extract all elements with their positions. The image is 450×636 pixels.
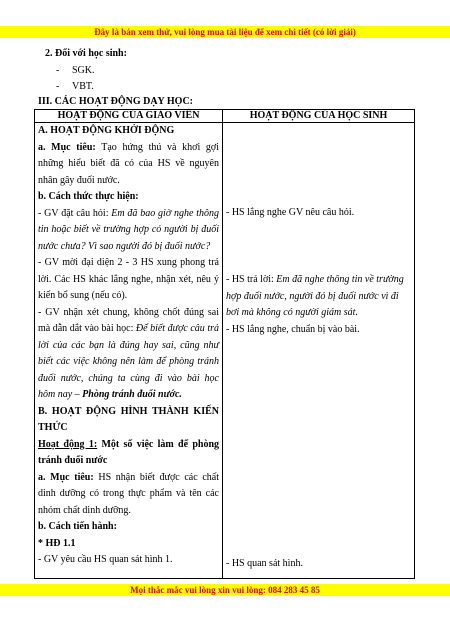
- students-heading: 2. Đối với học sinh:: [45, 48, 127, 59]
- heading-a: A. HOẠT ĐỘNG KHỞI ĐỘNG: [38, 125, 175, 136]
- table-header-row: [35, 110, 415, 123]
- student-column: [223, 123, 415, 579]
- contact-banner: Mọi thắc mắc vui lòng xin vui lòng: 084 283 45 85: [0, 584, 450, 596]
- method-a: b. Cách thức thực hiện:: [38, 191, 139, 202]
- activities-table: [34, 109, 415, 579]
- teacher-step-last: - GV yêu cầu HS quan sát hình 1.: [38, 554, 173, 565]
- goal-a: a. Mục tiêu: Tạo hứng thú và khơi gợi những hiểu biết đã có của HS về nguyên nhân gây đuối nước.: [38, 141, 219, 186]
- activity-1-title: Hoạt động 1: Một số việc làm để phòng tránh đuối nước: [38, 438, 220, 466]
- student-step-2: - HS trả lời: Em đã nghe thông tin về trường hợp đuối nước, người đó bị đuối nước vì đi bơi mà không có người giám sát.: [226, 274, 404, 318]
- student-step-4: - HS quan sát hình.: [226, 558, 303, 569]
- student-step-3: - HS lắng nghe, chuẩn bị vào bài.: [226, 324, 360, 335]
- teacher-step-2: - GV mời đại diện 2 - 3 HS xung phong trả lời. Các HS khác lắng nghe, nhận xét, nêu ý kiến bổ sung (nếu có).: [38, 257, 219, 301]
- header-teacher: HOẠT ĐỘNG CỦA GIÁO VIÊN: [35, 110, 223, 123]
- teacher-step-1: - GV đặt câu hỏi: Em đã bao giờ nghe thông tin hoặc biết về trường hợp có người bị đuối nước chưa? Vì sao người đó bị đuối nước?: [38, 207, 219, 252]
- heading-b: B. HOẠT ĐỘNG HÌNH THÀNH KIẾN THỨC: [38, 405, 219, 433]
- table-row: [35, 123, 415, 579]
- teacher-step-3: - GV nhận xét chung, không chốt đúng sai mà dẫn dắt vào bài học: Để biết được câu trả lời của các bạn là đúng hay sai, cũng như biết các việc không nên làm để phòng tránh đuối nước, chúng ta cùng đi vào bài học hôm nay – Phòng tránh đuối nước.: [38, 306, 219, 400]
- goal-b: a. Mục tiêu: HS nhận biết được các chất dinh dưỡng có trong thực phẩm và tên các nhóm chất dinh dưỡng.: [38, 471, 219, 516]
- student-step-1: - HS lắng nghe GV nêu câu hỏi.: [226, 207, 355, 218]
- section-heading: III. CÁC HOẠT ĐỘNG DẠY HỌC:: [38, 96, 194, 107]
- header-student: HOẠT ĐỘNG CỦA HỌC SINH: [223, 110, 415, 123]
- activity-1-1: * HĐ 1.1: [38, 537, 76, 549]
- preview-banner: Đây là bản xem thử, vui lòng mua tài liệu để xem chi tiết (có lời giải): [0, 26, 450, 38]
- teacher-column: [35, 123, 223, 579]
- method-b: b. Cách tiến hành:: [38, 521, 117, 532]
